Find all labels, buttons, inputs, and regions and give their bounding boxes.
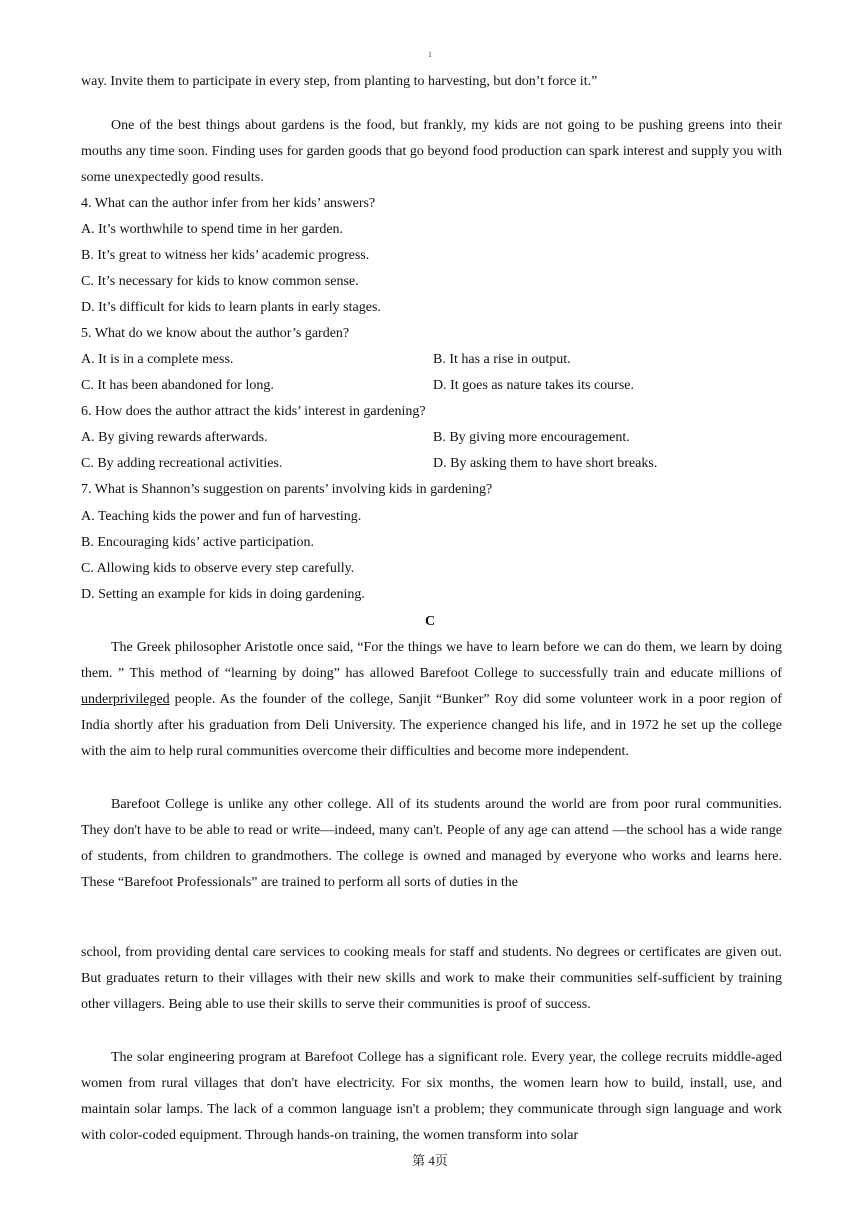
section-c-paragraph-4: The solar engineering program at Barefoot College has a significant role. Every year, the college recruits middle-aged women from rural villages that don't have electricity. For six months, the women learn how to build, install, use, and maintain solar lamps. The lack of a common language isn't a problem; they communicate through sign language and work with color-coded equipment. Through hands-on training, the women transform into solar [81,1050,782,1143]
underlined-word: underprivileged [81,692,170,707]
question-6-option-a: A. By giving rewards afterwards. [81,430,268,445]
question-7-option-d: D. Setting an example for kids in doing gardening. [81,587,365,602]
intro-line: way. Invite them to participate in every step, from planting to harvesting, but don’t force it.” [81,74,598,89]
question-4-option-b: B. It’s great to witness her kids’ academic progress. [81,248,370,263]
question-7-option-b: B. Encouraging kids’ active participation. [81,535,315,550]
p1-text-after: people. As the founder of the college, Sanjit “Bunker” Roy did some volunteer work in a poor region of India shortly after his graduation from Deli University. The experience changed his life, and in 1972 he set up the college with the aim to help rural communities overcome their difficulties and become more independent. [81,692,782,759]
question-5-option-a: A. It is in a complete mess. [81,352,234,367]
question-6-option-c: C. By adding recreational activities. [81,456,283,471]
question-4-option-d: D. It’s difficult for kids to learn plants in early stages. [81,300,381,315]
question-5-stem: 5. What do we know about the author’s garden? [81,326,350,341]
question-7-option-c: C. Allowing kids to observe every step carefully. [81,561,355,576]
question-7-option-a: A. Teaching kids the power and fun of harvesting. [81,509,362,524]
question-6-stem: 6. How does the author attract the kids’ interest in gardening? [81,404,426,419]
question-6-option-b: B. By giving more encouragement. [433,430,630,445]
header-mark: 1 [428,50,432,59]
question-4-option-a: A. It’s worthwhile to spend time in her garden. [81,222,344,237]
page-number-footer: 第 4页 [412,1153,448,1168]
question-4-stem: 4. What can the author infer from her kids’ answers? [81,196,376,211]
question-5-option-b: B. It has a rise in output. [433,352,571,367]
question-5-option-d: D. It goes as nature takes its course. [433,378,634,393]
section-c-paragraph-2: Barefoot College is unlike any other college. All of its students around the world are from poor rural communities. They don't have to be able to read or write—indeed, many can't. People of any age can attend —the school has a wide range of students, from children to grandmothers. The college is owned and managed by everyone who works and learns here. These “Barefoot Professionals” are trained to perform all sorts of duties in the [81,797,782,890]
question-5-option-c: C. It has been abandoned for long. [81,378,274,393]
p1-text-before: The Greek philosopher Aristotle once said, “For the things we have to learn before we can do them, we learn by doing them. ” This method of “learning by doing” has allowed Barefoot College to successfully train and educate millions of [81,640,782,681]
paragraph-food: One of the best things about gardens is the food, but frankly, my kids are not going to be pushing greens into their mouths any time soon. Finding uses for garden goods that go beyond food production can spark interest and supply you with some unexpectedly good results. [81,118,782,185]
section-c-paragraph-1 [81,635,782,765]
question-6-option-d: D. By asking them to have short breaks. [433,456,658,471]
question-7-stem: 7. What is Shannon’s suggestion on parents’ involving kids in gardening? [81,482,493,497]
section-c-heading: C [424,614,436,629]
section-c-paragraph-3: school, from providing dental care services to cooking meals for staff and students. No degrees or certificates are given out. But graduates return to their villages with their new skills and work to make their communities self-sufficient by training other villagers. Being able to use their skills to serve their communities is proof of success. [81,945,782,1012]
question-4-option-c: C. It’s necessary for kids to know common sense. [81,274,359,289]
